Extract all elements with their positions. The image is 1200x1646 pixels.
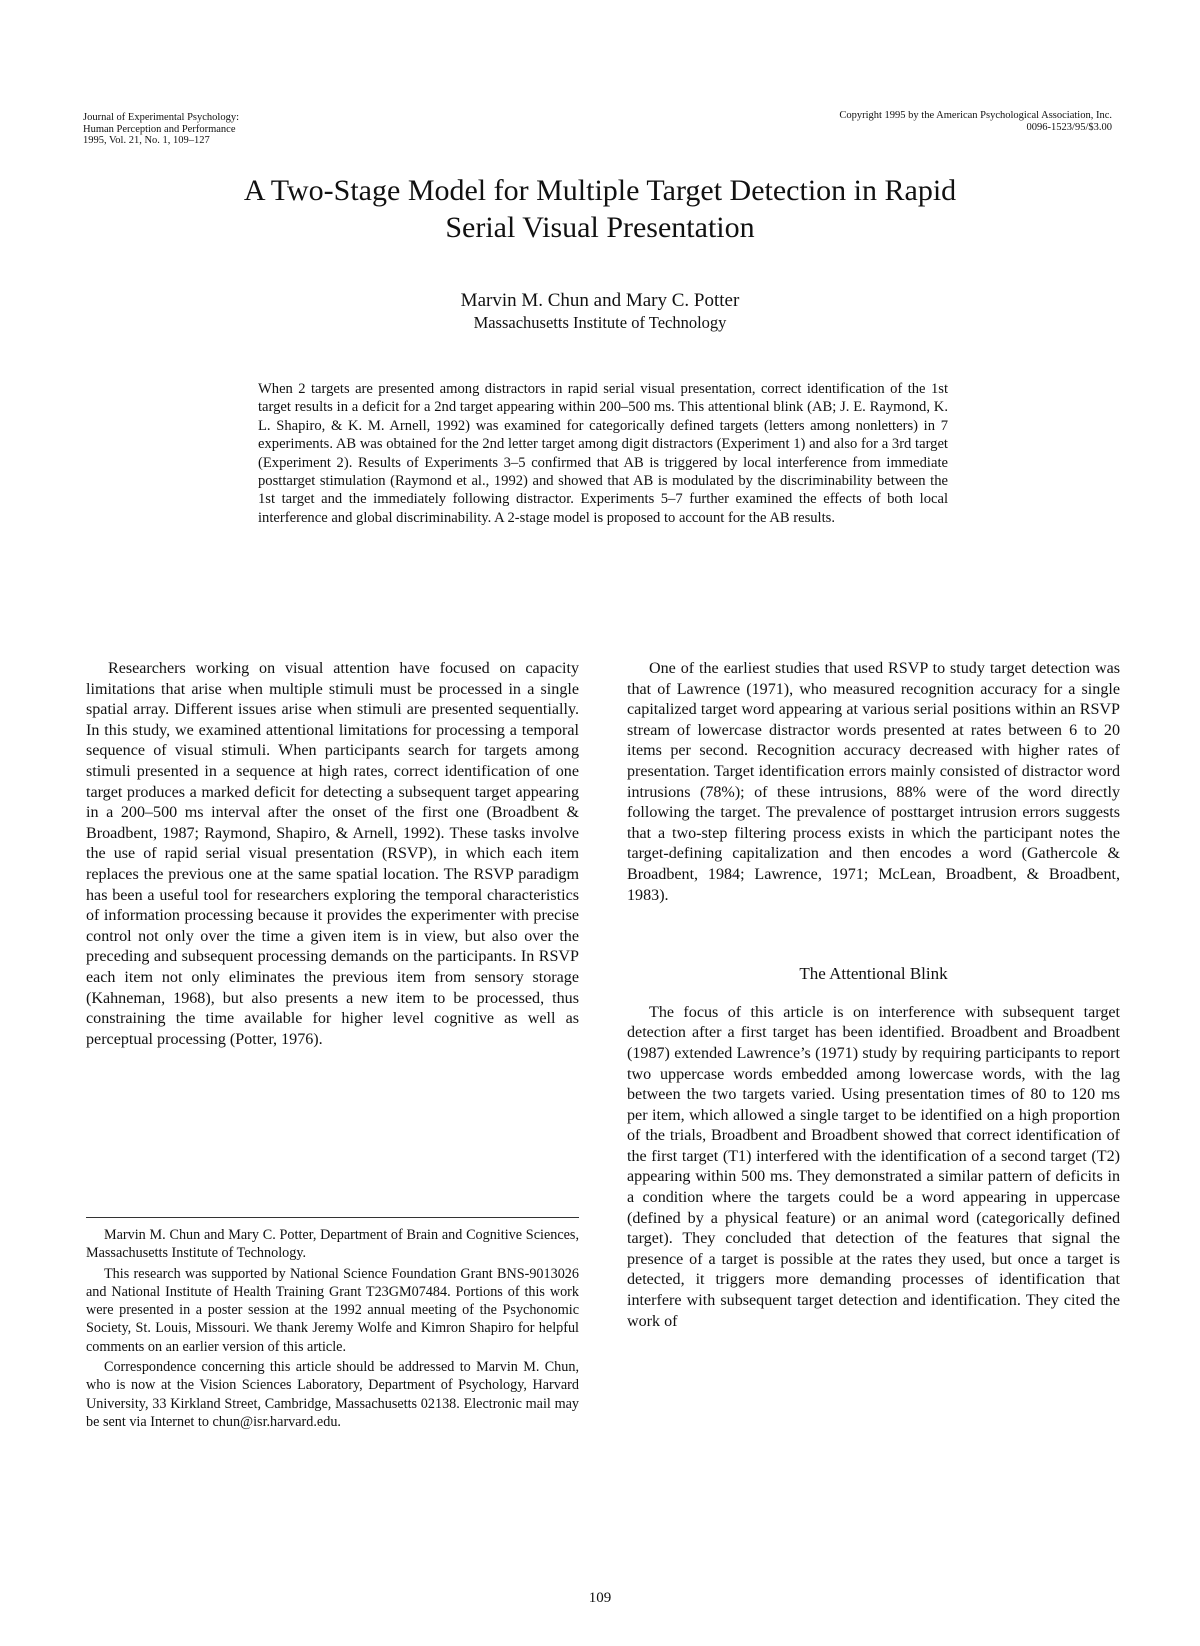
abstract: When 2 targets are presented among distractors in rapid serial visual presentation, correct identification of the 1st target results in a deficit for a 2nd target appearing within 200–500 ms. This attentional blink (AB; J. E. Raymond, K. L. Shapiro, & K. M. Arnell, 1992) was examined for categorically defined targets (letters among nonletters) in 7 experiments. AB was obtained for the 2nd letter target among digit distractors (Experiment 1) and also for a 3rd target (Experiment 2). Results of Experiments 3–5 confirmed that AB is triggered by local interference from immediate posttarget stimulation (Raymond et al., 1992) and showed that AB is modulated by the discriminability between the 1st target and the immediately following distractor. Experiments 5–7 further examined the effects of both local interference and global discriminability. A 2-stage model is proposed to account for the AB results. <box>258 381 948 526</box>
affiliation-footnote: Marvin M. Chun and Mary C. Potter, Department of Brain and Cognitive Sciences, Massachusetts Institute of Technology. <box>86 1227 579 1262</box>
support-footnote: This research was supported by National Science Foundation Grant BNS-9013026 and National Institute of Health Training Grant T23GM07484. Portions of this work were presented in a poster session at the 1992 annual meeting of the Psychonomic Society, St. Louis, Missouri. We thank Jeremy Wolfe and Kimron Shapiro for helpful comments on an earlier version of this article. <box>86 1265 579 1355</box>
copyright-notice: Copyright 1995 by the American Psychological Association, Inc. <box>839 110 1112 121</box>
paper-title-line2: Serial Visual Presentation <box>445 211 755 244</box>
journal-name: Journal of Experimental Psychology: <box>83 112 240 123</box>
footnotes <box>86 1226 579 1433</box>
journal-subtitle: Human Perception and Performance <box>83 123 236 135</box>
paper-title <box>90 172 1110 246</box>
lawrence-paragraph: One of the earliest studies that used RSVP to study target detection was that of Lawrence (1971), who measured recognition accuracy for a single capitalized target word appearing at various serial positions within an RSVP stream of lowercase distractor words presented at rates between 6 to 20 items per second. Recognition accuracy decreased with higher rates of presentation. Target identification errors mainly consisted of distractor word intrusions (78%); of these intrusions, 88% were of the word directly following the target. The prevalence of posttarget intrusion errors suggests that a two-step filtering process exists in which the participant notes the target-defining capitalization and then encodes a word (Gathercole & Broadbent, 1984; Lawrence, 1971; McLean, Broadbent, & Broadbent, 1983). <box>627 660 1120 904</box>
journal-volume: 1995, Vol. 21, No. 1, 109–127 <box>83 135 210 146</box>
section-heading: The Attentional Blink <box>799 964 948 984</box>
attentional-blink-paragraph: The focus of this article is on interference with subsequent target detection after a first target has been identified. Broadbent and Broadbent (1987) extended Lawrence’s (1971) study by requiring participants to report two uppercase words embedded among lowercase words, with the lag between the two targets varied. Using presentation times of 80 to 120 ms per item, which allowed a single target to be identified on a high proportion of the trials, Broadbent and Broadbent showed that correct identification of the first target (T1) interfered with the identification of a second target (T2) appearing within 500 ms. They demonstrated a similar pattern of deficits in a condition where the targets could be a word appearing in uppercase (defined by a physical feature) or an animal word (categorically defined target). They concluded that detection of the features that signal the presence of a target is possible at the rates they used, but once a target is detected, it triggers more demanding processes of identification that interfere with subsequent target detection and identification. They cited the work of <box>627 1003 1120 1330</box>
author-affiliation: Massachusetts Institute of Technology <box>473 313 727 332</box>
body-column-left <box>86 659 579 1050</box>
paper-title-line1: A Two-Stage Model for Multiple Target Detection in Rapid <box>243 174 957 207</box>
correspondence-footnote: Correspondence concerning this article should be addressed to Marvin M. Chun, who is now at the Vision Sciences Laboratory, Department of Psychology, Harvard University, 33 Kirkland Street, Cambridge, Massachusetts 02138. Electronic mail may be sent via Internet to chun@isr.harvard.edu. <box>86 1359 579 1430</box>
copyright-info <box>592 110 1112 133</box>
issn-code: 0096-1523/95/$3.00 <box>1026 121 1112 133</box>
body-column-right <box>627 659 1120 1332</box>
intro-paragraph: Researchers working on visual attention have focused on capacity limitations that arise when multiple stimuli must be processed in a single spatial array. Different issues arise when stimuli are presented sequentially. In this study, we examined attentional limitations for processing a temporal sequence of visual stimuli. When participants search for targets among stimuli presented in a sequence at high rates, correct identification of one target produces a marked deficit for detecting a subsequent target appearing in a 200–500 ms interval after the onset of the first one (Broadbent & Broadbent, 1987; Raymond, Shapiro, & Arnell, 1992). These tasks involve the use of rapid serial visual presentation (RSVP), in which each item replaces the previous one at the same spatial location. The RSVP paradigm has been a useful tool for researchers exploring the temporal characteristics of information processing because it provides the experimenter with precise control not only over the time a given item is in view, but also over the preceding and subsequent processing demands on the participants. In RSVP each item not only eliminates the previous item from sensory storage (Kahneman, 1968), but also presents a new item to be processed, thus constraining the time available for higher level cognitive as well as perceptual processing (Potter, 1976). <box>86 660 579 1048</box>
journal-info <box>83 112 483 147</box>
footnote-divider <box>86 1217 579 1218</box>
author-names: Marvin M. Chun and Mary C. Potter <box>460 290 740 311</box>
page-number: 109 <box>588 1590 612 1606</box>
